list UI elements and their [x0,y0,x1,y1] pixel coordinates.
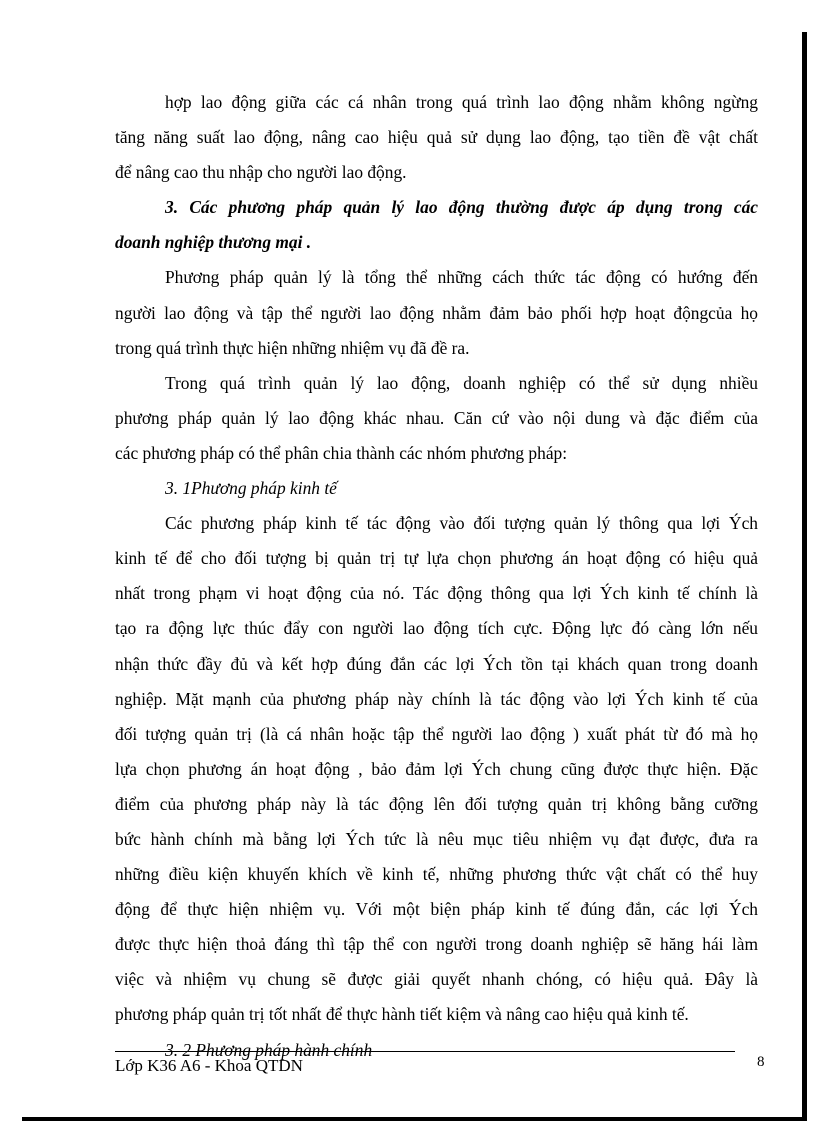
paragraph-line: đối tượng quản trị (là cá nhân hoặc tập thể người lao động ) xuất phát từ đó mà họ [115,723,758,744]
subsection-heading: 3. 1Phương pháp kinh tế [165,478,337,499]
document-body [115,90,758,1073]
paragraph-line: bức hành chính mà bằng lợi Ých tức là nêu mục tiêu nhiệm vụ đạt được, đưa ra [115,828,758,849]
paragraph-line: phương pháp quản lý lao động khác nhau. Căn cứ vào nội dung và đặc điểm của [115,407,758,428]
paragraph-line: Các phương pháp kinh tế tác động vào đối tượng quản lý thông qua lợi Ých [165,513,758,534]
paragraph-line: việc và nhiệm vụ chung sẽ được giải quyết nhanh chóng, có hiệu quả. Đây là [115,969,758,990]
paragraph-line: động để thực hiện nhiệm vụ. Với một biện pháp kinh tế đúng đắn, các lợi Ých [115,899,758,920]
subsection-heading: 3. 2 Phương pháp hành chính [165,1039,373,1060]
page-frame-bottom [22,1117,807,1121]
paragraph-line: Phương pháp quản lý là tổng thể những cách thức tác động có hướng đến [165,267,758,288]
paragraph-line: tạo ra động lực thúc đẩy con người lao động tích cực. Động lực đó càng lớn nếu [115,618,758,639]
paragraph-line: nghiệp. Mặt mạnh của phương pháp này chính là tác động vào lợi Ých kinh tế của [115,688,758,709]
paragraph-line: những điều kiện khuyến khích về kinh tế, những phương thức vật chất có thể huy [115,864,758,885]
paragraph-line: hợp lao động giữa các cá nhân trong quá trình lao động nhằm không ngừng [165,92,758,112]
paragraph-line: lựa chọn phương án hoạt động , bảo đảm lợi Ých chung cũng được thực hiện. Đặc [115,758,758,779]
paragraph-line: người lao động và tập thể người lao động nhằm đảm bảo phối hợp hoạt độngcủa họ [115,302,758,323]
paragraph-line: trong quá trình thực hiện những nhiệm vụ đã đề ra. [115,337,470,358]
footer-rule [115,1051,735,1052]
paragraph-line: để nâng cao thu nhập cho người lao động. [115,162,407,183]
paragraph-line: tăng năng suất lao động, nâng cao hiệu quả sử dụng lao động, tạo tiền đề vật chất [115,127,758,148]
paragraph-line: Trong quá trình quản lý lao động, doanh nghiệp có thể sử dụng nhiều [165,372,758,393]
page-frame-right [802,32,807,1117]
section-heading: 3. Các phương pháp quản lý lao động thường được áp dụng trong các [165,197,758,218]
page-number: 8 [757,1054,765,1070]
paragraph-line: kinh tế để cho đối tượng bị quản trị tự lựa chọn phương án hoạt động có hiệu quả [115,548,758,569]
footer-label: Lớp K36 A6 - Khoa QTDN [115,1056,303,1075]
paragraph-line: phương pháp quản trị tốt nhất để thực hành tiết kiệm và nâng cao hiệu quả kinh tế. [115,1004,689,1025]
paragraph-line: được thực hiện thoả đáng thì tập thể con người trong doanh nghiệp sẽ hăng hái làm [115,934,758,955]
paragraph-line: nhất trong phạm vi hoạt động của nó. Tác động thông qua lợi Ých kinh tế chính là [115,583,758,604]
paragraph-line: các phương pháp có thể phân chia thành các nhóm phương pháp: [115,442,568,463]
paragraph-line: điểm của phương pháp này là tác động lên đối tượng quản trị không bằng cưỡng [115,793,758,814]
section-heading: doanh nghiệp thương mại . [115,232,312,253]
paragraph-line: nhận thức đầy đủ và kết hợp đúng đắn các lợi Ých tồn tại khách quan trong doanh [115,653,758,674]
